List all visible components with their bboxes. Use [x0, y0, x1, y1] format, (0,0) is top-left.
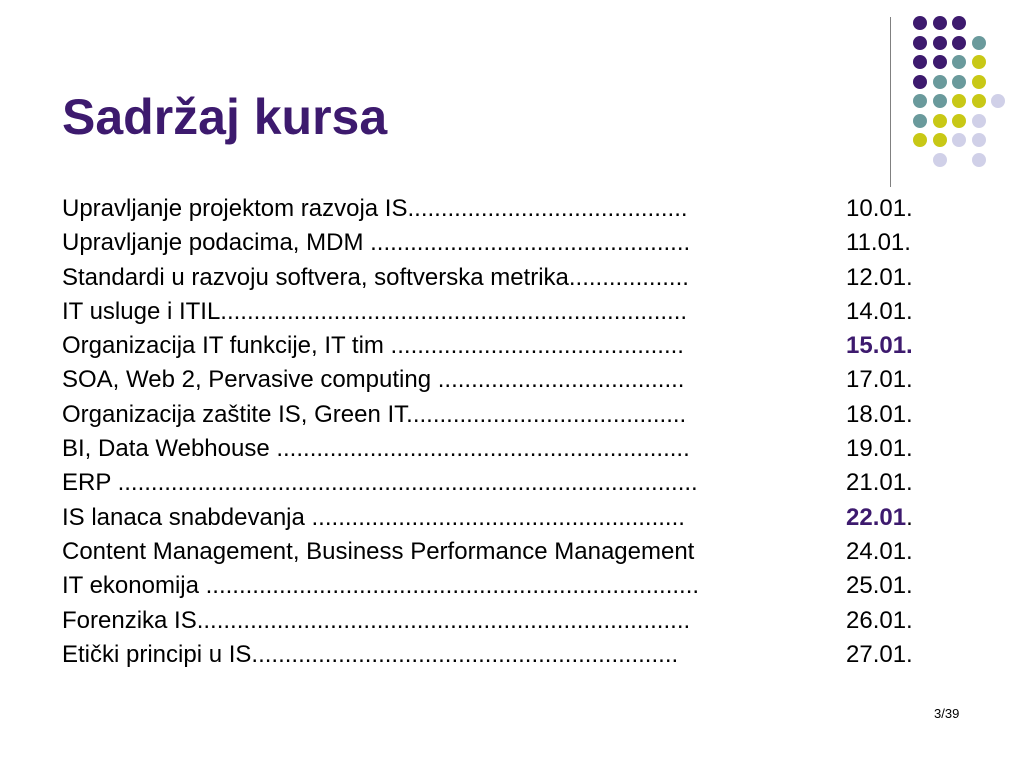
divider-line — [890, 17, 891, 187]
decorative-dot — [933, 55, 947, 69]
page-number: 3/39 — [934, 706, 960, 721]
course-date — [846, 569, 956, 603]
course-topic: IT usluge i ITIL...................................................................... — [62, 297, 688, 325]
dot-grid-decoration — [903, 13, 1013, 163]
course-date — [846, 226, 956, 260]
course-topic: Content Management, Business Performance Management — [62, 537, 695, 565]
decorative-dot — [952, 55, 966, 69]
course-topic: Upravljanje podacima, MDM ................................................ — [62, 229, 691, 257]
decorative-dot — [913, 133, 927, 147]
course-topic: Forenzika IS.......................................................................... — [62, 606, 691, 634]
course-date — [846, 466, 956, 500]
decorative-dot — [933, 114, 947, 128]
course-date-value: 27.01. — [846, 640, 913, 668]
decorative-dot — [972, 153, 986, 167]
decorative-dot — [972, 133, 986, 147]
course-topic-list — [62, 192, 812, 672]
decorative-dot — [933, 153, 947, 167]
decorative-dot — [952, 133, 966, 147]
course-date-value: 11.01. — [846, 229, 911, 257]
decorative-dot — [933, 16, 947, 30]
course-date-value: 22.01 — [846, 503, 907, 531]
course-date — [846, 398, 956, 432]
course-date — [846, 363, 956, 397]
decorative-dot — [972, 75, 986, 89]
course-topic: Upravljanje projektom razvoja IS.......................................... — [62, 195, 688, 222]
course-date-value: 15.01. — [846, 332, 913, 360]
decorative-dot — [913, 114, 927, 128]
course-date-list — [846, 192, 956, 672]
course-date-value: 17.01. — [846, 366, 913, 394]
decorative-dot — [972, 114, 986, 128]
course-date — [846, 501, 956, 535]
course-date — [846, 432, 956, 466]
decorative-dot — [972, 94, 986, 108]
decorative-dot — [913, 36, 927, 50]
course-date — [846, 261, 956, 295]
decorative-dot — [933, 36, 947, 50]
decorative-dot — [913, 55, 927, 69]
course-topic: SOA, Web 2, Pervasive computing ..................................... — [62, 366, 685, 394]
course-date — [846, 295, 956, 329]
course-topic: BI, Data Webhouse .............................................................. — [62, 435, 690, 463]
decorative-dot — [952, 94, 966, 108]
decorative-dot — [933, 133, 947, 147]
course-date — [846, 604, 956, 638]
course-date-value: 19.01. — [846, 435, 913, 463]
course-topic: Etički principi u IS................................................................ — [62, 640, 679, 668]
decorative-dot — [952, 114, 966, 128]
course-date-value: 24.01. — [846, 537, 913, 565]
decorative-dot — [933, 94, 947, 108]
course-date — [846, 329, 956, 363]
decorative-dot — [913, 94, 927, 108]
course-date-value: 25.01. — [846, 572, 913, 600]
course-date-value: 18.01. — [846, 400, 913, 428]
course-date-value: 14.01. — [846, 297, 913, 325]
decorative-dot — [991, 94, 1005, 108]
decorative-dot — [972, 55, 986, 69]
decorative-dot — [952, 36, 966, 50]
decorative-dot — [913, 75, 927, 89]
course-topic: Organizacija zaštite IS, Green IT.......................................... — [62, 400, 687, 428]
course-topic: IS lanaca snabdevanja ........................................................ — [62, 503, 685, 531]
course-topic: Organizacija IT funkcije, IT tim ............................................ — [62, 332, 684, 360]
decorative-dot — [913, 16, 927, 30]
course-date — [846, 535, 956, 569]
decorative-dot — [952, 16, 966, 30]
course-date-value: 12.01. — [846, 263, 913, 291]
course-date-value: 21.01. — [846, 469, 913, 497]
course-topic: IT ekonomija .......................................................................... — [62, 572, 700, 600]
course-date — [846, 638, 956, 672]
decorative-dot — [933, 75, 947, 89]
course-topic: Standardi u razvoju softvera, softverska metrika.................. — [62, 263, 689, 291]
decorative-dot — [952, 75, 966, 89]
course-date-value: 26.01. — [846, 606, 913, 634]
course-date — [846, 192, 956, 226]
course-date-suffix: . — [906, 503, 913, 531]
course-date-value: 10.01. — [846, 195, 913, 222]
slide-title: Sadržaj kursa — [62, 89, 388, 145]
decorative-dot — [972, 36, 986, 50]
course-topic: ERP ....................................................................................... — [62, 469, 698, 497]
